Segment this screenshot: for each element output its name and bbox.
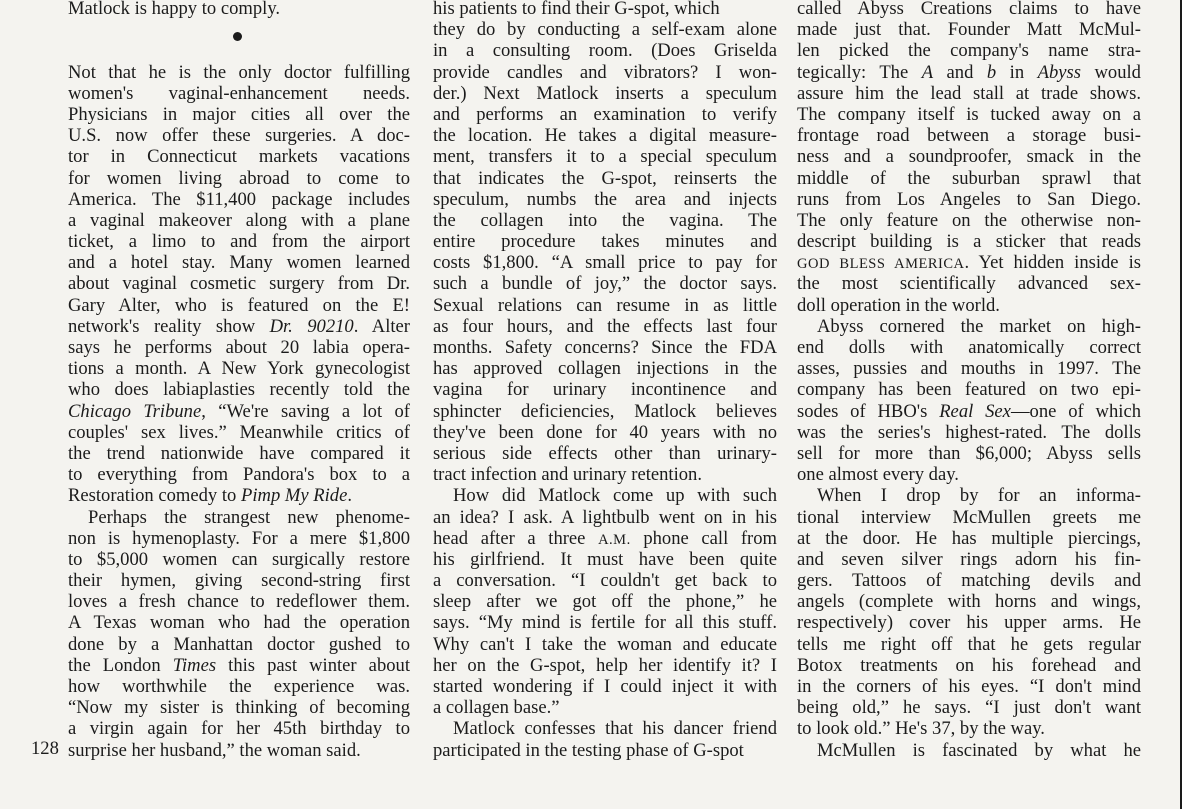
text-line — [433, 146, 777, 167]
text-run: ment, transfers it to a special speculum — [433, 146, 777, 168]
text-line — [797, 40, 1141, 61]
text-line — [433, 485, 777, 506]
text-line — [433, 210, 777, 231]
text-run: descript building is a sticker that reads — [797, 231, 1141, 253]
text-run: . Yet hidden inside is — [964, 252, 1141, 274]
text-run: to $5,000 women can surgically restore — [68, 548, 410, 570]
text-run: being old,” he says. “I just don't want — [797, 697, 1141, 719]
text-run: assure him the lead stall at trade shows. — [797, 82, 1141, 104]
text-line — [797, 507, 1141, 528]
text-line — [68, 104, 410, 125]
bullet-icon — [233, 32, 242, 41]
text-column-1 — [68, 0, 410, 761]
text-run: made just that. Founder Matt McMul- — [797, 19, 1141, 41]
text-line — [433, 718, 777, 739]
text-run: his patients to find their G-spot, which — [433, 0, 720, 19]
text-line — [68, 125, 410, 146]
text-line — [797, 146, 1141, 167]
text-line — [433, 40, 777, 61]
text-line — [797, 549, 1141, 570]
text-line — [68, 401, 410, 422]
text-line — [433, 316, 777, 337]
text-line — [433, 507, 777, 528]
text-run: len picked the company's name stra- — [797, 40, 1141, 62]
text-run: the London — [68, 654, 173, 676]
text-run: entire procedure takes minutes and — [433, 231, 777, 253]
text-run: called Abyss Creations claims to have — [797, 0, 1141, 19]
text-run: sell for more than $6,000; Abyss sells — [797, 442, 1141, 464]
text-run: couples' sex lives.” Meanwhile critics of — [68, 421, 410, 443]
text-run: the location. He takes a digital measure- — [433, 125, 777, 147]
text-line — [797, 337, 1141, 358]
text-run: A Texas woman who had the operation — [68, 612, 410, 634]
text-line — [68, 252, 410, 273]
text-run: non is hymenoplasty. For a mere $1,800 — [68, 527, 410, 549]
text-run: The only feature on the otherwise non- — [797, 209, 1141, 231]
text-line — [433, 189, 777, 210]
text-run: tells me right off that he gets regular — [797, 633, 1141, 655]
text-run: How did Matlock come up with such — [453, 485, 777, 507]
text-run: this past winter about — [216, 654, 410, 676]
text-run: and seven silver rings adorn his fin- — [797, 548, 1141, 570]
text-run: Gary Alter, who is featured on the E! — [68, 294, 410, 316]
text-line — [433, 655, 777, 676]
text-run: the most scientifically advanced sex- — [797, 273, 1141, 295]
text-run: as four hours, and the effects last four — [433, 315, 777, 337]
text-line — [68, 697, 410, 718]
text-run: McMullen is fascinated by what he — [817, 739, 1141, 761]
text-run: would — [1081, 61, 1141, 83]
text-line — [68, 210, 410, 231]
text-run: Abyss cornered the market on high- — [817, 315, 1141, 337]
text-line — [68, 62, 410, 83]
text-line — [68, 337, 410, 358]
text-run: has approved collagen injections in the — [433, 358, 777, 380]
text-run: says he performs about 20 labia opera- — [68, 337, 410, 359]
text-line — [433, 252, 777, 273]
text-run: one almost every day. — [797, 464, 959, 486]
text-run: was the series's highest-rated. The dolls — [797, 421, 1141, 443]
text-line — [68, 676, 410, 697]
text-run: Sexual relations can resume in as little — [433, 294, 777, 316]
text-line — [68, 718, 410, 739]
italic-text: Abyss — [1037, 61, 1082, 83]
text-line — [68, 83, 410, 104]
italic-text: Times — [172, 654, 217, 676]
text-line — [68, 168, 410, 189]
text-run: ness and a soundproofer, smack in the — [797, 146, 1141, 168]
text-line — [797, 83, 1141, 104]
text-run: der.) Next Matlock inserts a speculum — [433, 82, 777, 104]
text-line — [68, 379, 410, 400]
text-column-2 — [433, 0, 777, 761]
text-run: done by a Manhattan doctor gushed to — [68, 633, 410, 655]
text-line — [797, 104, 1141, 125]
text-line — [797, 379, 1141, 400]
text-run: the trend nationwide have compared it — [68, 442, 410, 464]
text-run: “Now my sister is thinking of becoming — [68, 697, 410, 719]
text-line — [68, 634, 410, 655]
text-line — [797, 443, 1141, 464]
text-line — [433, 570, 777, 591]
text-run: an idea? I ask. A lightbulb went on in his — [433, 506, 777, 528]
text-line — [68, 316, 410, 337]
text-line — [433, 612, 777, 633]
text-column-3 — [797, 0, 1141, 761]
text-run: says. “My mind is fertile for all this stuff. — [433, 612, 777, 634]
text-line — [797, 19, 1141, 40]
text-line — [433, 528, 777, 549]
text-run: that indicates the G-spot, reinserts the — [433, 167, 777, 189]
text-run: U.S. now offer these surgeries. A doc- — [68, 125, 410, 147]
text-run: end dolls with anatomically correct — [797, 337, 1141, 358]
text-line — [68, 591, 410, 612]
text-run: at the door. He has multiple piercings, — [797, 527, 1141, 549]
text-run: tor in Connecticut markets vacations — [68, 146, 410, 168]
text-line — [68, 655, 410, 676]
text-line — [68, 189, 410, 210]
text-run: tional interview McMullen greets me — [797, 506, 1141, 528]
italic-text: Dr. 90210 — [269, 315, 354, 337]
small-caps-text: GOD BLESS AMERICA — [797, 256, 965, 273]
text-run: women's vaginal-enhancement needs. — [68, 82, 410, 104]
text-run: gers. Tattoos of matching devils and — [797, 570, 1141, 592]
text-run: how worthwhile the experience was. — [68, 676, 410, 698]
text-run: serious side effects other than urinary- — [433, 442, 777, 464]
text-line — [797, 528, 1141, 549]
text-run: head after a three — [433, 527, 599, 549]
text-line — [433, 676, 777, 697]
text-run: angels (complete with horns and wings, — [797, 591, 1141, 613]
text-run: phone call from — [630, 527, 777, 549]
text-run: middle of the suburban sprawl that — [797, 167, 1141, 189]
text-run: —one of which — [1010, 400, 1141, 422]
italic-text: Chicago Tribune — [68, 400, 202, 422]
text-run: frontage road between a storage busi- — [797, 125, 1141, 147]
text-line — [797, 697, 1141, 718]
text-line — [797, 358, 1141, 379]
text-run: tegically: The — [797, 61, 922, 83]
text-line — [433, 697, 777, 718]
text-line — [797, 0, 1141, 19]
text-run: Matlock confesses that his dancer friend — [453, 718, 777, 740]
text-line — [433, 591, 777, 612]
text-run: Why can't I take the woman and educate — [433, 633, 777, 655]
text-run: costs $1,800. “A small price to pay for — [433, 252, 777, 274]
text-run: to everything from Pandora's box to a — [68, 464, 410, 486]
text-line — [797, 655, 1141, 676]
text-line — [68, 485, 410, 506]
text-run: respectively) cover his upper arms. He — [797, 612, 1141, 634]
text-line — [797, 125, 1141, 146]
text-line — [797, 62, 1141, 83]
text-line — [433, 379, 777, 400]
text-run: America. The $11,400 package includes — [68, 188, 410, 210]
text-line — [797, 210, 1141, 231]
text-run: . Alter — [353, 315, 410, 337]
text-line — [68, 570, 410, 591]
text-run: Perhaps the strangest new phenome- — [88, 506, 410, 528]
text-line — [433, 168, 777, 189]
text-line — [797, 422, 1141, 443]
text-line — [68, 146, 410, 167]
text-line — [68, 295, 410, 316]
italic-text: Pimp My Ride — [241, 485, 348, 507]
text-line — [433, 0, 777, 19]
text-line — [797, 252, 1141, 273]
text-line — [68, 740, 410, 761]
text-run: a vaginal makeover along with a plane — [68, 209, 410, 231]
text-line — [68, 231, 410, 252]
text-run: doll operation in the world. — [797, 294, 1000, 316]
text-line — [797, 401, 1141, 422]
text-line — [68, 507, 410, 528]
text-line — [433, 337, 777, 358]
page-number: 128 — [31, 738, 59, 759]
text-line — [797, 316, 1141, 337]
text-run: they've been done for 40 years with no — [433, 421, 777, 443]
text-run: tract infection and urinary retention. — [433, 464, 702, 486]
text-line — [68, 528, 410, 549]
text-line — [68, 422, 410, 443]
text-line — [433, 19, 777, 40]
text-line — [433, 231, 777, 252]
text-run: and performs an examination to verify — [433, 103, 777, 125]
text-run: a collagen base.” — [433, 697, 560, 719]
text-line — [797, 612, 1141, 633]
text-line — [433, 125, 777, 146]
text-line — [68, 549, 410, 570]
text-run: in a consulting room. (Does Griselda — [433, 40, 777, 62]
text-line — [68, 443, 410, 464]
text-run: The company itself is tucked away on a — [797, 103, 1141, 125]
text-line — [797, 168, 1141, 189]
text-run: surprise her husband,” the woman said. — [68, 739, 361, 761]
text-line — [68, 0, 410, 19]
text-run: in — [996, 61, 1038, 83]
text-run: asses, pussies and mouths in 1997. The — [797, 358, 1141, 380]
text-line — [433, 273, 777, 294]
text-run: Not that he is the only doctor fulfilling — [68, 61, 410, 83]
text-line — [797, 591, 1141, 612]
italic-text: Real Sex — [939, 400, 1011, 422]
text-run: they do by conducting a self-exam alone — [433, 19, 777, 41]
text-line — [433, 740, 777, 761]
text-run: company has been featured on two epi- — [797, 379, 1141, 401]
text-line — [797, 676, 1141, 697]
text-line — [797, 273, 1141, 294]
text-run: , “We're saving a lot of — [201, 400, 410, 422]
text-line — [797, 295, 1141, 316]
text-line — [797, 634, 1141, 655]
text-run: his girlfriend. It must have been quite — [433, 548, 777, 570]
text-line — [433, 422, 777, 443]
text-run: for women living abroad to come to — [68, 167, 410, 189]
text-run: runs from Los Angeles to San Diego. — [797, 188, 1141, 210]
text-line — [797, 485, 1141, 506]
text-line — [797, 570, 1141, 591]
text-line — [433, 104, 777, 125]
text-line — [433, 549, 777, 570]
text-run: vagina for urinary incontinence and — [433, 379, 777, 401]
text-run: sphincter deficiencies, Matlock believes — [433, 400, 777, 422]
text-line — [433, 401, 777, 422]
text-line — [68, 273, 410, 294]
text-run: a virgin again for her 45th birthday to — [68, 718, 410, 740]
text-line — [433, 464, 777, 485]
text-run: and a hotel stay. Many women learned — [68, 252, 410, 274]
text-line — [797, 464, 1141, 485]
text-run: participated in the testing phase of G-spot — [433, 739, 744, 761]
text-run: loves a fresh chance to redeflower them. — [68, 591, 410, 613]
text-run: and — [933, 61, 987, 83]
text-line — [797, 718, 1141, 739]
small-caps-text: A.M. — [598, 531, 631, 548]
text-run: such a bundle of joy,” the doctor says. — [433, 273, 777, 295]
italic-text: A — [921, 61, 934, 83]
italic-text: b — [986, 61, 997, 83]
text-run: started wondering if I could inject it with — [433, 676, 777, 697]
text-run: provide candles and vibrators? I won- — [433, 61, 777, 83]
text-run: Restoration comedy to — [68, 485, 241, 507]
text-line — [433, 358, 777, 379]
text-line — [68, 612, 410, 633]
text-run: who does labiaplasties recently told the — [68, 379, 410, 401]
text-run: in the corners of his eyes. “I don't mind — [797, 676, 1141, 697]
text-run: Botox treatments on his forehead and — [797, 654, 1141, 676]
text-line — [797, 231, 1141, 252]
text-line — [68, 464, 410, 485]
text-run: about vaginal cosmetic surgery from Dr. — [68, 273, 410, 295]
text-run: When I drop by for an informa- — [817, 485, 1141, 507]
text-run: Matlock is happy to comply. — [68, 0, 281, 19]
text-line — [68, 358, 410, 379]
text-line — [433, 83, 777, 104]
text-line — [797, 740, 1141, 761]
text-run: network's reality show — [68, 315, 270, 337]
text-run: sodes of HBO's — [797, 400, 940, 422]
text-run: the collagen into the vagina. The — [433, 209, 777, 231]
text-run: their hymen, giving second-string first — [68, 570, 410, 592]
text-run: . — [347, 485, 353, 507]
text-run: sleep after we got off the phone,” he — [433, 591, 777, 613]
text-line — [433, 295, 777, 316]
text-run: Physicians in major cities all over the — [68, 103, 410, 125]
text-run: speculum, numbs the area and injects — [433, 188, 777, 210]
text-run: her on the G-spot, help her identify it? I — [433, 654, 777, 676]
text-line — [797, 189, 1141, 210]
text-run: ticket, a limo to and from the airport — [68, 231, 410, 253]
text-run: to look old.” He's 37, by the way. — [797, 718, 1045, 740]
section-break-bullet — [68, 19, 410, 61]
text-run: months. Safety concerns? Since the FDA — [433, 337, 777, 358]
text-run: a conversation. “I couldn't get back to — [433, 570, 777, 592]
text-line — [433, 443, 777, 464]
text-line — [433, 634, 777, 655]
text-run: tions a month. A New York gynecologist — [68, 358, 410, 380]
text-line — [433, 62, 777, 83]
